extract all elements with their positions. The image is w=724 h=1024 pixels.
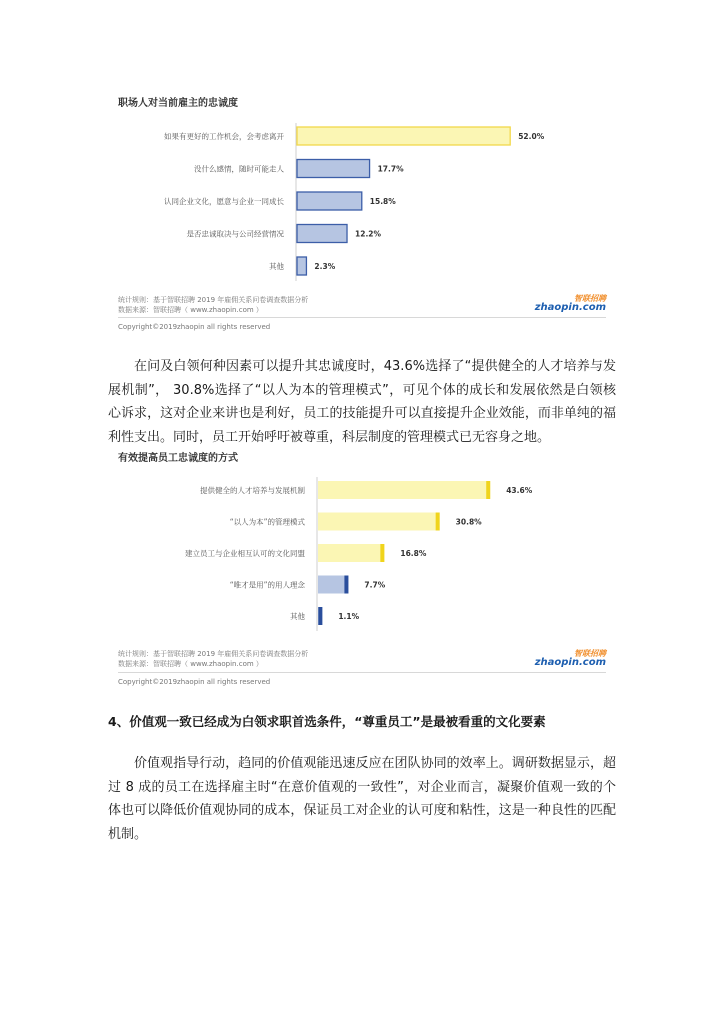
bar (297, 160, 370, 178)
category-label: 没什么感情，随时可能走人 (194, 164, 284, 174)
paragraph-loyalty-factors (108, 355, 616, 449)
value-label: 30.8% (455, 517, 482, 527)
loyalty-bar-chart (118, 114, 606, 299)
category-label: 提供健全的人才培养与发展机制 (200, 486, 305, 495)
category-label: 如果有更好的工作机会，会考虑离开 (164, 132, 284, 141)
chart-footnote-source: 数据来源：智联招聘（ www.zhaopin.com ） (118, 660, 263, 668)
bar-end-cap (318, 607, 322, 625)
chart-footnote-source: 数据来源：智联招聘（ www.zhaopin.com ） (118, 306, 263, 314)
paragraph-line: 价值观指导行动，趋同的价值观能迅速反应在团队协同的效率上。调研数据显示，超 (134, 756, 616, 771)
bar (297, 192, 362, 210)
bar-end-cap (486, 481, 490, 499)
paragraph-line: 在问及白领何种因素可以提升其忠诚度时，43.6%选择了“提供健全的人才培养与发 (134, 359, 616, 374)
chart-divider (118, 317, 606, 318)
value-label: 1.1% (338, 612, 360, 621)
logo-en: zhaopin.com (534, 302, 606, 313)
zhaopin-logo (534, 648, 606, 670)
methods-bar-chart (118, 471, 606, 651)
chart-title: 职场人对当前雇主的忠诚度 (118, 98, 238, 109)
category-label: 建立员工与企业相互认可的文化同盟 (185, 549, 305, 558)
value-label: 16.8% (400, 549, 427, 558)
bar (297, 257, 306, 275)
value-label: 15.8% (369, 197, 396, 206)
chart-title: 有效提高员工忠诚度的方式 (118, 453, 238, 464)
logo-cn: 智联招聘 (574, 294, 606, 303)
value-label: 17.7% (377, 164, 404, 174)
category-label: 其他 (269, 262, 284, 271)
bar (318, 481, 490, 499)
value-label: 2.3% (314, 262, 336, 271)
category-label: “以人为本”的管理模式 (229, 517, 305, 527)
category-label: 是否忠诚取决与公司经营情况 (186, 229, 284, 239)
chart-copyright: Copyright©2019zhaopin all rights reserved (118, 323, 271, 331)
value-label: 43.6% (506, 486, 533, 495)
value-label: 52.0% (518, 132, 545, 141)
bar-end-cap (380, 544, 384, 562)
bar (297, 225, 347, 243)
category-label: “唯才是用”的用人理念 (229, 580, 305, 590)
section-heading: 4、价值观一致已经成为白领求职首选条件，“尊重员工”是最被看重的文化要素 (108, 714, 546, 729)
bar-end-cap (344, 576, 348, 594)
paragraph-line: 机制。 (108, 826, 148, 842)
value-label: 7.7% (364, 580, 386, 590)
category-label: 认同企业文化，愿意与企业一同成长 (164, 197, 284, 206)
paragraph-line: 展机制”， 30.8%选择了“以人为本的管理模式”，可见个体的成长和发展依然是白领核 (108, 382, 616, 398)
logo-en: zhaopin.com (534, 657, 606, 668)
paragraph-line: 心诉求，这对企业来讲也是利好，员工的技能提升可以直接提升企业效能，而非单纯的福 (108, 406, 616, 421)
paragraph-values (108, 752, 616, 846)
logo-cn: 智联招聘 (574, 649, 606, 658)
bar (318, 544, 384, 562)
category-label: 其他 (290, 612, 305, 621)
paragraph-line: 过 8 成的员工在选择雇主时“在意价值观的一致性”，对企业而言，凝聚价值观一致的个 (108, 779, 616, 795)
chart-footnote-rule: 统计规则：基于智联招聘 2019 年雇佣关系问卷调查数据分析 (118, 650, 309, 658)
paragraph-line: 利性支出。同时，员工开始呼吁被尊重，科层制度的管理模式已无容身之地。 (108, 429, 551, 445)
zhaopin-logo (534, 293, 606, 315)
bar (318, 576, 348, 594)
chart-copyright: Copyright©2019zhaopin all rights reserved (118, 678, 271, 686)
paragraph-line: 体也可以降低价值观协同的成本，保证员工对企业的认可度和粘性，这是一种良性的匹配 (108, 803, 616, 818)
chart-divider (118, 672, 606, 673)
loyalty-methods-chart (118, 449, 606, 694)
loyalty-chart (118, 94, 606, 339)
bar (318, 513, 440, 531)
chart-footnote-rule: 统计规则：基于智联招聘 2019 年雇佣关系问卷调查数据分析 (118, 296, 309, 304)
bar (297, 127, 510, 145)
bar-end-cap (436, 513, 440, 531)
value-label: 12.2% (355, 229, 382, 239)
